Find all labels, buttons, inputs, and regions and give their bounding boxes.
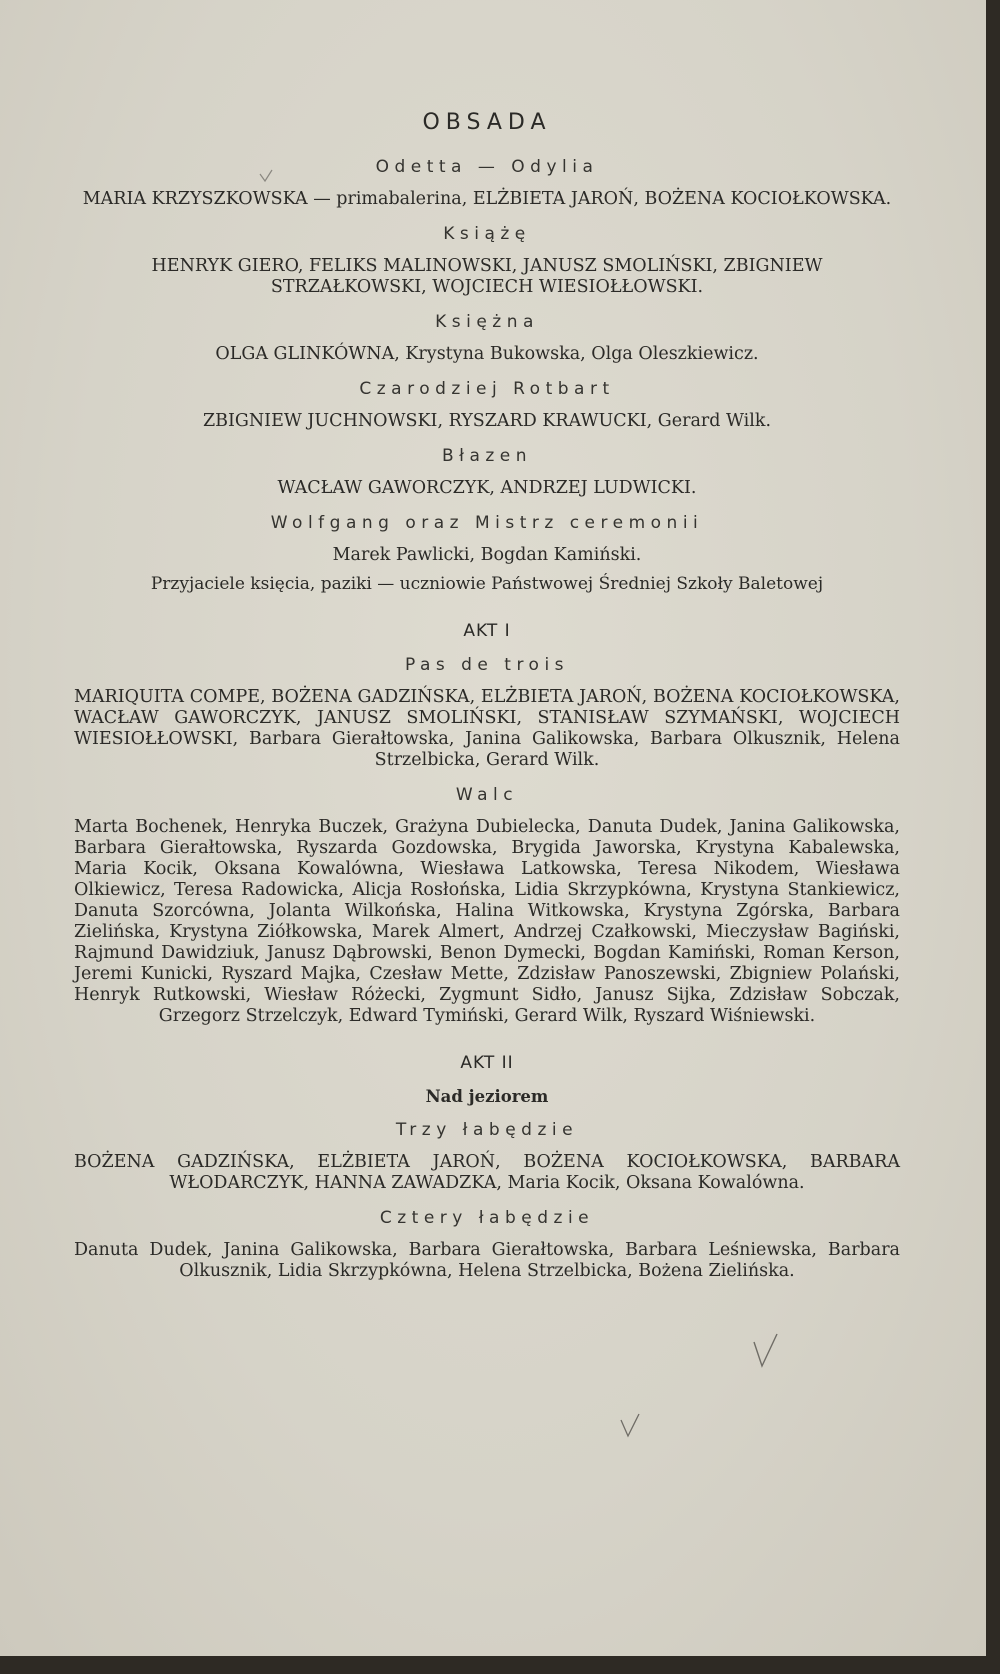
pencil-check-mark xyxy=(618,1412,642,1440)
role-heading-walc: Walc xyxy=(455,785,519,805)
page-title: OBSADA xyxy=(422,110,552,135)
role-heading-jester: Błazen xyxy=(441,446,533,466)
cast-names-prince: HENRYK GIERO, FELIKS MALINOWSKI, JANUSZ SMOLIŃSKI, ZBIGNIEW STRZAŁKOWSKI, WOJCIECH WIESIOŁŁOWSKI. xyxy=(151,256,823,297)
cast-names-four-swans: Danuta Dudek, Janina Galikowska, Barbara Gierałtowska, Barbara Leśniewska, Barbara Olkusznik, Lidia Skrzypkówna, Helena Strzelbicka, Bożena Zielińska. xyxy=(74,1240,900,1281)
role-heading-wolfgang: Wolfgang oraz Mistrz ceremonii xyxy=(270,513,704,533)
pencil-check-mark xyxy=(750,1332,780,1372)
role-heading-three-swans: Trzy łabędzie xyxy=(395,1120,579,1140)
pencil-check-mark xyxy=(258,168,274,184)
act-2-title: AKT II xyxy=(460,1053,514,1073)
role-heading-prince: Książę xyxy=(443,224,531,244)
cast-names-walc: Marta Bochenek, Henryka Buczek, Grażyna Dubielecka, Danuta Dudek, Janina Galikowska, Barbara Gierałtowska, Ryszarda Gozdowska, Brygida Jaworska, Krystyna Kabalewska, Maria Kocik, Oksana Kowalówna, Wiesława Latkowska, Teresa Nikodem, Wiesława Olkiewicz, Teresa Radowicka, Alicja Rosłońska, Lidia Skrzypkówna, Krystyna Stankiewicz, Danuta Szorcówna, Jolanta Wilkońska, Halina Witkowska, Krystyna Zgórska, Barbara Zielińska, Krystyna Ziółkowska, Marek Almert, Andrzej Czałkowski, Mieczysław Bagiński, Rajmund Dawidziuk, Janusz Dąbrowski, Benon Dymecki, Bogdan Kamiński, Roman Kerson, Jeremi Kunicki, Ryszard Majka, Czesław Mette, Zdzisław Panoszewski, Zbigniew Polański, Henryk Rutkowski, Wiesław Różecki, Zygmunt Sidło, Janusz Sijka, Zdzisław Sobczak, Grzegorz Strzelczyk, Edward Tymiński, Gerard Wilk, Ryszard Wiśniewski. xyxy=(74,817,900,1026)
cast-names-princess: OLGA GLINKÓWNA, Krystyna Bukowska, Olga Oleszkiewicz. xyxy=(215,344,759,364)
cast-names-wolfgang: Marek Pawlicki, Bogdan Kamiński. xyxy=(332,545,642,565)
scene-title: Nad jeziorem xyxy=(425,1087,549,1106)
cast-names-pas-de-trois: MARIQUITA COMPE, BOŻENA GADZIŃSKA, ELŻBIETA JAROŃ, BOŻENA KOCIOŁKOWSKA, WACŁAW GAWORCZYK, JANUSZ SMOLIŃSKI, STANISŁAW SZYMAŃSKI, WOJCIECH WIESIOŁŁOWSKI, Barbara Gierałtowska, Janina Galikowska, Barbara Olkusznik, Helena Strzelbicka, Gerard Wilk. xyxy=(74,687,900,770)
cast-names-odetta: MARIA KRZYSZKOWSKA — primabalerina, ELŻBIETA JAROŃ, BOŻENA KOCIOŁKOWSKA. xyxy=(82,189,892,209)
role-heading-rotbart: Czarodziej Rotbart xyxy=(359,379,615,399)
cast-names-three-swans: BOŻENA GADZIŃSKA, ELŻBIETA JAROŃ, BOŻENA KOCIOŁKOWSKA, BARBARA WŁODARCZYK, HANNA ZAWADZKA, Maria Kocik, Oksana Kowalówna. xyxy=(74,1152,900,1193)
role-heading-princess: Księżna xyxy=(435,312,539,332)
cast-list xyxy=(74,110,900,1288)
cast-names-rotbart: ZBIGNIEW JUCHNOWSKI, RYSZARD KRAWUCKI, Gerard Wilk. xyxy=(202,411,772,431)
cast-names-jester: WACŁAW GAWORCZYK, ANDRZEJ LUDWICKI. xyxy=(277,478,697,498)
role-heading-pas-de-trois: Pas de trois xyxy=(404,655,570,675)
role-heading-odetta: Odetta — Odylia xyxy=(375,157,599,177)
act-1-title: AKT I xyxy=(463,621,511,641)
role-heading-four-swans: Cztery łabędzie xyxy=(379,1208,595,1228)
friends-note: Przyjaciele księcia, paziki — uczniowie Państwowej Średniej Szkoły Baletowej xyxy=(150,574,824,594)
